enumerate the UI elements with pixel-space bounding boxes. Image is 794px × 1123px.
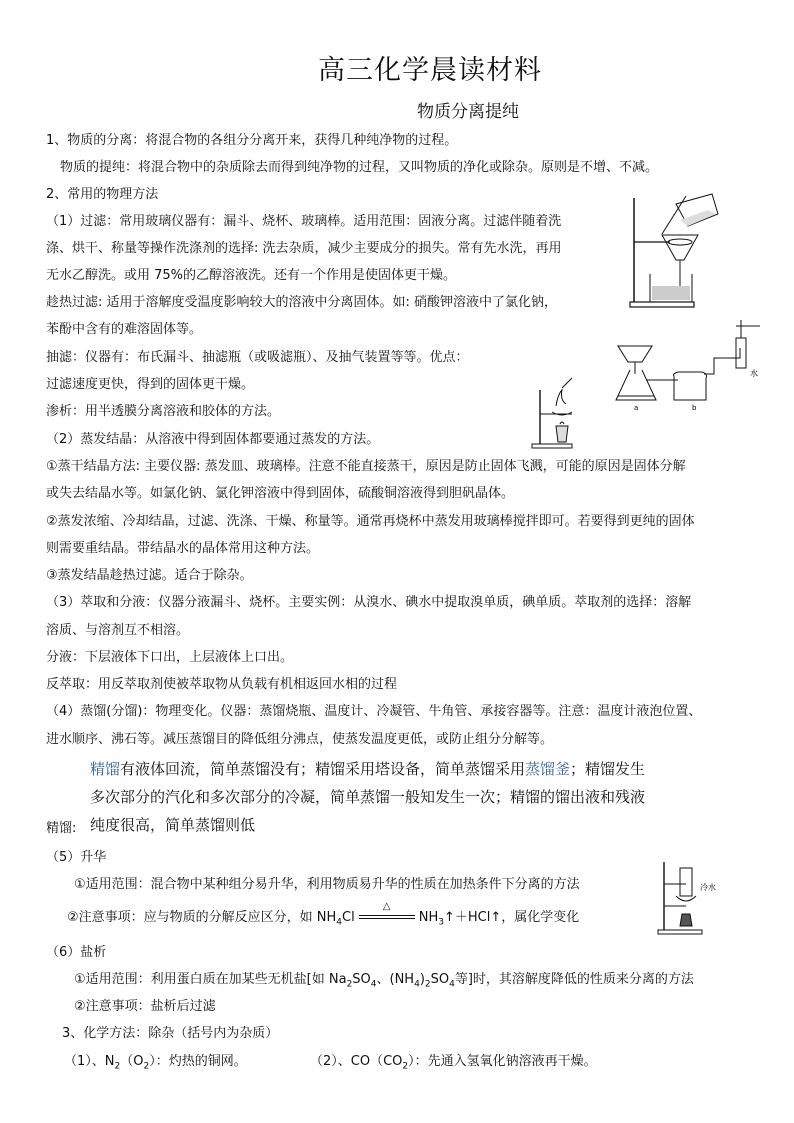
salting-heading: （6）盐析 <box>46 945 107 960</box>
sublimation-apparatus-figure <box>656 860 726 936</box>
extract-line2: 溶质、与溶剂互不相溶。 <box>46 623 190 638</box>
rect-term-link[interactable]: 精馏 <box>90 760 121 778</box>
dialysis-line: 渗析：用半透膜分离溶液和胶体的方法。 <box>46 404 281 419</box>
salting-p1: ①适用范围：利用蛋白质在加某些无机盐[如 $Na_2SO_4$、$(NH_4)_2SO_4$等]时，其溶解度降低的性质来分离的方法 <box>74 972 694 990</box>
sublimation-heading: （5）升华 <box>46 850 107 865</box>
filter-line1: （1）过滤：常用玻璃仪器有：漏斗、烧杯、玻璃棒。适用范围：固液分离。过滤伴随着洗 <box>46 214 562 229</box>
suction-filtration-figure <box>612 318 782 418</box>
suction-line1: 抽滤：仪器有：布氏漏斗、抽滤瓶（或吸滤瓶）、及抽气装置等等。优点： <box>46 350 469 365</box>
water-label: 水 <box>750 369 758 378</box>
suction-line2: 过滤速度更快，得到的固体更干燥。 <box>46 377 255 392</box>
hot-filter-line2: 苯酚中含有的难溶固体等。 <box>46 322 203 337</box>
sec3-heading: 3、化学方法：除杂（括号内为杂质） <box>62 1026 279 1041</box>
sec1-line2: 物质的提纯：将混合物中的杂质除去而得到纯净物的过程，又叫物质的净化或除杂。原则是不增、不减。 <box>60 160 659 175</box>
evaporation-apparatus-figure <box>526 376 590 450</box>
flask-b-label: b <box>692 404 697 412</box>
cold-water-label: 冷水 <box>700 883 716 892</box>
sec3-item2: （2）、$CO(CO_2)$：先通入氢氧化钠溶液再干燥。 <box>310 1054 597 1072</box>
back-extract-line: 反萃取：用反萃取剂使被萃取物从负载有机相返回水相的过程 <box>46 677 398 692</box>
sublimation-p2: ②注意事项：应与物质的分解反应区分，如 $NH_4Cl$ △ $NH_3↑+HCl↑$，属化学变化 <box>67 901 580 928</box>
still-pot-link[interactable]: 蒸馏釜 <box>525 760 571 778</box>
sec2-heading: 2、常用的物理方法 <box>46 187 159 202</box>
filter-line2: 涤、烘干、称量等操作洗涤剂的选择: 洗去杂质，减少主要成分的损失。常有先水洗，再用 <box>46 241 562 256</box>
distill-line2: 进水顺序、沸石等。减压蒸馏目的降低组分沸点，使蒸发温度更低，或防止组分分解等。 <box>46 732 554 747</box>
sec3-item1: （1）、$N_2(O_2)$：灼热的铜网。 <box>64 1054 247 1072</box>
separation-line: 分液：下层液体下口出，上层液体上口出。 <box>46 650 294 665</box>
extract-line1: （3）萃取和分液：仪器分液漏斗、烧杯。主要实例：从溴水、碘水中提取溴单质，碘单质。萃取剂的选择：溶解 <box>46 595 692 610</box>
evap-p1-line2: 或失去结晶水等。如氯化钠、氯化钾溶液中得到固体，硫酸铜溶液得到胆矾晶体。 <box>46 486 515 501</box>
rect-line1: 精馏有液体回流，简单蒸馏没有；精馏采用塔设备，简单蒸馏采用蒸馏釜；精馏发生 <box>90 760 646 778</box>
flask-a-label: a <box>634 404 639 412</box>
evap-intro: （2）蒸发结晶：从溶液中得到固体都要通过蒸发的方法。 <box>46 432 380 447</box>
rect-label: 精馏: <box>46 821 77 836</box>
page-title: 高三化学晨读材料 <box>318 55 542 86</box>
rect-line3: 纯度很高，简单蒸馏则低 <box>90 816 256 834</box>
evap-p2-line2: 则需要重结晶。带结晶水的晶体常用这种方法。 <box>46 541 320 556</box>
filtration-apparatus-figure <box>622 190 722 310</box>
sec1-line1: 1、物质的分离：将混合物的各组分分离开来，获得几种纯净物的过程。 <box>46 133 458 148</box>
distill-line1: （4）蒸馏(分馏)：物理变化。仪器：蒸馏烧瓶、温度计、冷凝管、牛角管、承接容器等。注意：温度计液泡位置、 <box>46 704 702 719</box>
filter-line3: 无水乙醇洗。或用 75%的乙醇溶液洗。还有一个作用是使固体更干燥。 <box>46 268 457 283</box>
evap-p3-line: ③蒸发结晶趁热过滤。适合于除杂。 <box>46 568 253 583</box>
heating-arrow: △ <box>359 909 415 926</box>
rect-line2: 多次部分的汽化和多次部分的冷凝，简单蒸馏一般知发生一次；精馏的馏出液和残液 <box>90 788 646 806</box>
salting-p2: ②注意事项：盐析后过滤 <box>74 999 216 1014</box>
page-subtitle: 物质分离提纯 <box>417 102 519 122</box>
evap-p1-line1: ①蒸干结晶方法: 主要仪器: 蒸发皿、玻璃棒。注意不能直接蒸干，原因是防止固体飞溅，可能的原因是固体分解 <box>46 459 686 474</box>
sublimation-p1: ①适用范围：混合物中某种组分易升华，利用物质易升华的性质在加热条件下分离的方法 <box>74 877 580 892</box>
evap-p2-line1: ②蒸发浓缩、冷却结晶，过滤、洗涤、干燥、称量等。通常再烧杯中蒸发用玻璃棒搅拌即可。若要得到更纯的固体 <box>46 514 695 529</box>
hot-filter-line1: 趁热过滤: 适用于溶解度受温度影响较大的溶液中分离固体。如: 硝酸钾溶液中了氯化钠， <box>46 295 558 310</box>
